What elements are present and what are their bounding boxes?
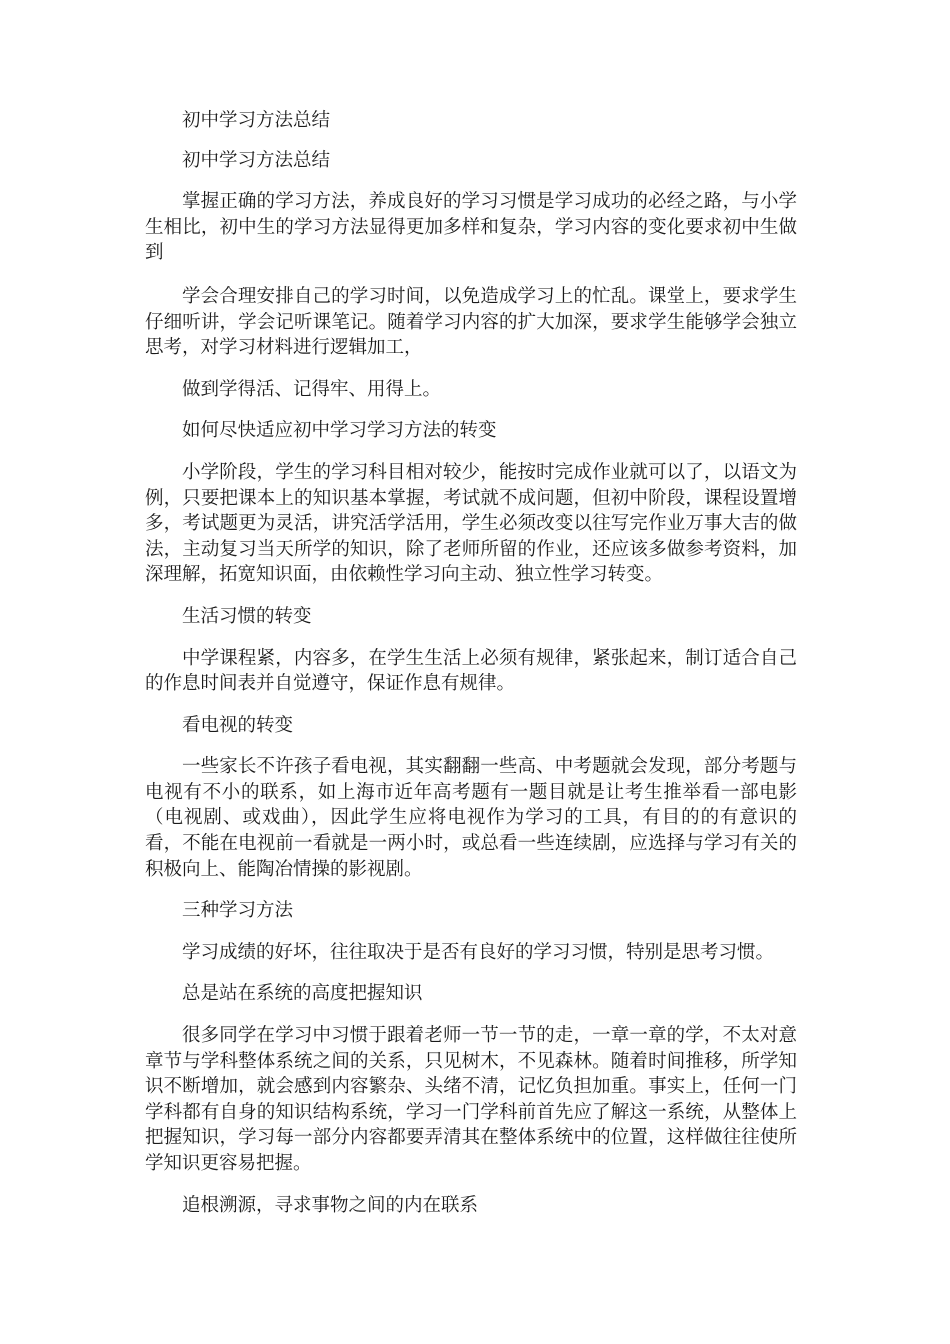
body-paragraph: 很多同学在学习中习惯于跟着老师一节一节的走，一章一章的学，不太对意章节与学科整体系统之间的关系，只见树木，不见森林。随着时间推移，所学知识不断增加，就会感到内容繁杂、头绪不清，记忆负担加重。事实上，任何一门学科都有自身的知识结构系统，学习一门学科前首先应了解这一系统，从整体上把握知识，学习每一部分内容都要弄清其在整体系统中的位置，这样做往往使所学知识更容易把握。 [145,1025,797,1174]
body-paragraph: 学习成绩的好坏，往往取决于是否有良好的学习习惯，特别是思考习惯。 [182,941,775,963]
body-paragraph: 小学阶段，学生的学习科目相对较少，能按时完成作业就可以了，以语文为例，只要把课本上的知识基本掌握，考试就不成问题，但初中阶段，课程设置增多，考试题更为灵活，讲究活学活用，学生必须改变以往写完作业万事大吉的做法，主动复习当天所学的知识，除了老师所留的作业，还应该多做参考资料，加深理解，拓宽知识面，由依赖性学习向主动、独立性学习转变。 [145,461,797,586]
section-heading: 三种学习方法 [182,900,294,922]
section-heading: 追根溯源，寻求事物之间的内在联系 [182,1194,479,1216]
section-heading: 生活习惯的转变 [182,605,312,627]
section-heading: 总是站在系统的高度把握知识 [182,983,423,1005]
document-body [145,108,797,1218]
section-heading: 如何尽快适应初中学习学习方法的转变 [182,420,497,442]
body-paragraph: 一些家长不许孩子看电视，其实翻翻一些高、中考题就会发现，部分考题与电视有不小的联系，如上海市近年高考题有一题目就是让考生推举看一部电影（电视剧、或戏曲），因此学生应将电视作为学习的工具，有目的的有意识的看，不能在电视前一看就是一两小时，或总看一些连续剧，应选择与学习有关的积极向上、能陶冶情操的影视剧。 [145,756,797,880]
section-heading: 初中学习方法总结 [182,149,331,171]
body-paragraph: 中学课程紧，内容多，在学生生活上必须有规律，紧张起来，制订适合自己的作息时间表并自觉遵守，保证作息有规律。 [145,647,797,695]
body-paragraph: 做到学得活、记得牢、用得上。 [182,378,442,400]
body-paragraph: 学会合理安排自己的学习时间，以免造成学习上的忙乱。课堂上，要求学生仔细听讲，学会记听课笔记。随着学习内容的扩大加深，要求学生能够学会独立思考，对学习材料进行逻辑加工， [145,285,797,359]
section-heading: 看电视的转变 [182,714,294,736]
body-paragraph: 掌握正确的学习方法，养成良好的学习习惯是学习成功的必经之路，与小学生相比，初中生的学习方法显得更加多样和复杂，学习内容的变化要求初中生做到 [145,191,797,264]
document-title: 初中学习方法总结 [182,110,331,131]
